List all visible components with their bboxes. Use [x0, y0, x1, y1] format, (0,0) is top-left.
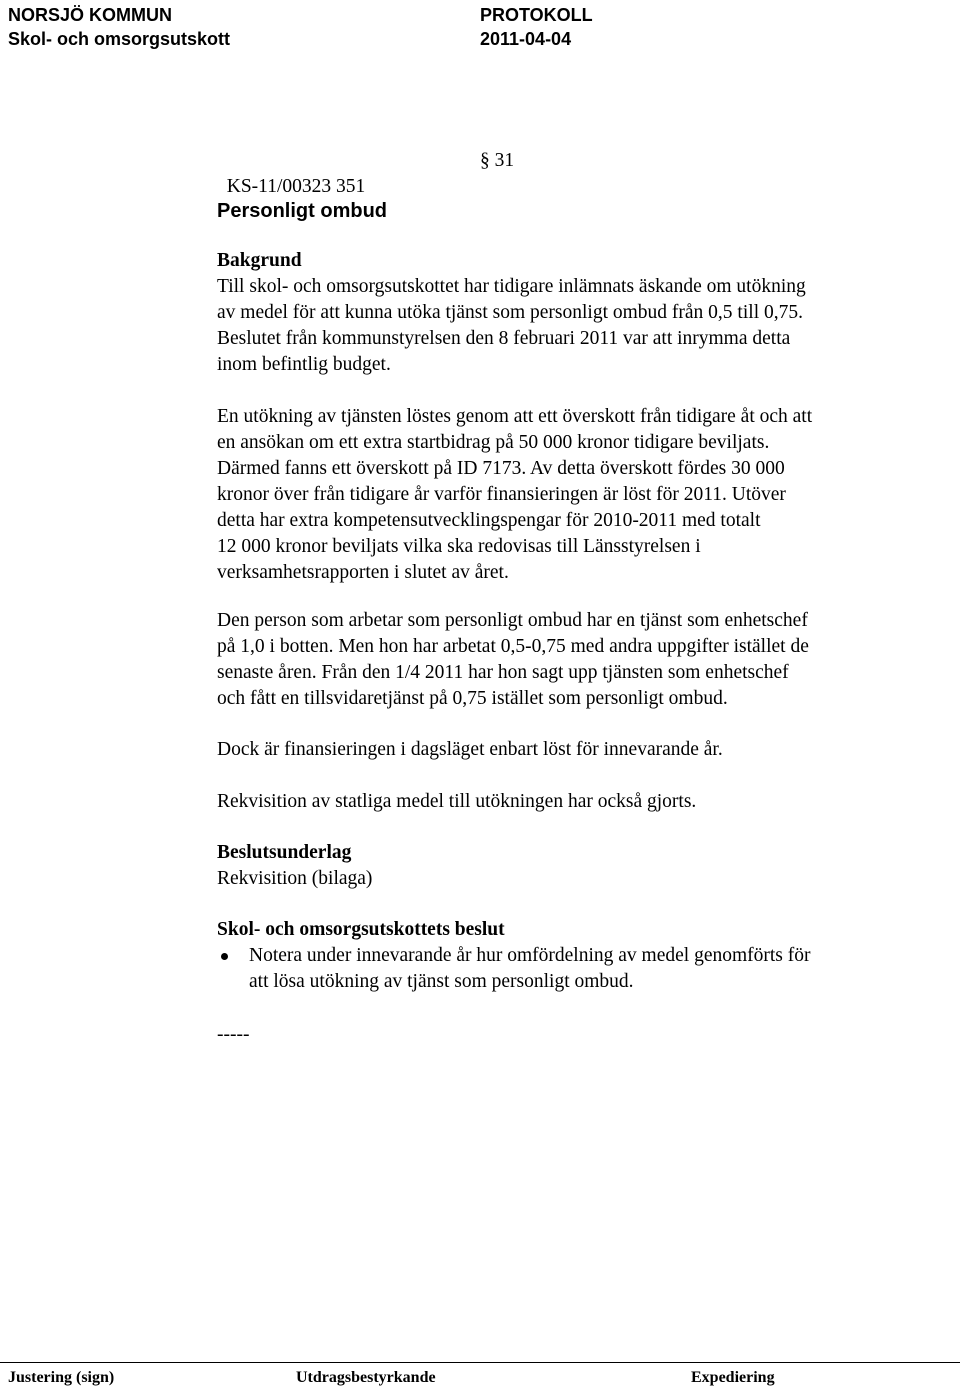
basis-heading: Beslutsunderlag: [217, 842, 352, 863]
footer-divider: [0, 1362, 960, 1363]
committee-name: Skol- och omsorgsutskott: [8, 29, 231, 49]
text-line: 12 000 kronor beviljats vilka ska redovisas till Länsstyrelsen i: [217, 536, 701, 557]
text-line: och fått en tillsvidaretjänst på 0,75 istället som personligt ombud.: [217, 688, 728, 709]
text-line: en ansökan om ett extra startbidrag på 50 000 kronor tidigare beviljats.: [217, 432, 770, 453]
background-paragraph-5: Rekvisition av statliga medel till utökningen har också gjorts.: [217, 791, 697, 812]
text-line: senaste åren. Från den 1/4 2011 har hon sagt upp tjänsten som enhetschef: [217, 662, 789, 683]
background-paragraph-2: [217, 404, 907, 586]
text-line: Beslutet från kommunstyrelsen den 8 februari 2011 var att inrymma detta: [217, 328, 791, 349]
background-paragraph-4: Dock är finansieringen i dagsläget enbart löst för innevarande år.: [217, 739, 723, 760]
text-line: av medel för att kunna utöka tjänst som personligt ombud från 0,5 till 0,75.: [217, 302, 803, 323]
page-header: [8, 3, 960, 51]
text-line: verksamhetsrapporten i slutet av året.: [217, 562, 509, 583]
case-number: KS-11/00323 351: [226, 176, 366, 197]
footer-expediering: Expediering: [691, 1369, 775, 1386]
basis-section: [217, 840, 907, 892]
bullet-icon: [221, 953, 228, 960]
background-section: [217, 248, 907, 378]
end-marker: -----: [217, 1024, 250, 1045]
footer-justering: Justering (sign): [8, 1369, 115, 1386]
decision-heading: Skol- och omsorgsutskottets beslut: [217, 919, 505, 940]
paragraph-number: § 31: [480, 150, 515, 171]
text-line: detta har extra kompetensutvecklingspengar för 2010-2011 med totalt: [217, 510, 761, 531]
footer-utdrag: Utdragsbestyrkande: [296, 1369, 436, 1386]
background-paragraph-3: [217, 608, 907, 712]
decision-section: [217, 917, 907, 995]
doc-date: 2011-04-04: [480, 29, 572, 49]
page-title: Personligt ombud: [217, 200, 387, 222]
text-line: Därmed fanns ett överskott på ID 7173. Av detta överskott fördes 30 000: [217, 458, 785, 479]
basis-text: Rekvisition (bilaga): [217, 868, 373, 889]
doc-type: PROTOKOLL: [480, 5, 593, 25]
text-line: kronor över från tidigare år varför finansieringen är löst för 2011. Utöver: [217, 484, 786, 505]
text-line: En utökning av tjänsten löstes genom att ett överskott från tidigare åt och att: [217, 406, 813, 427]
background-paragraph-1: [217, 274, 907, 378]
text-line: på 1,0 i botten. Men hon har arbetat 0,5-0,75 med andra uppgifter istället de: [217, 636, 809, 657]
text-line: Till skol- och omsorgsutskottet har tidigare inlämnats äskande om utökning: [217, 276, 806, 297]
text-line: Notera under innevarande år hur omfördelning av medel genomförts för: [249, 945, 811, 966]
text-line: att lösa utökning av tjänst som personligt ombud.: [249, 971, 634, 992]
text-line: Den person som arbetar som personligt ombud har en tjänst som enhetschef: [217, 610, 808, 631]
text-line: inom befintlig budget.: [217, 354, 391, 375]
background-heading: Bakgrund: [217, 250, 302, 271]
decision-bullet: [217, 943, 907, 995]
org-name: NORSJÖ KOMMUN: [8, 5, 173, 25]
